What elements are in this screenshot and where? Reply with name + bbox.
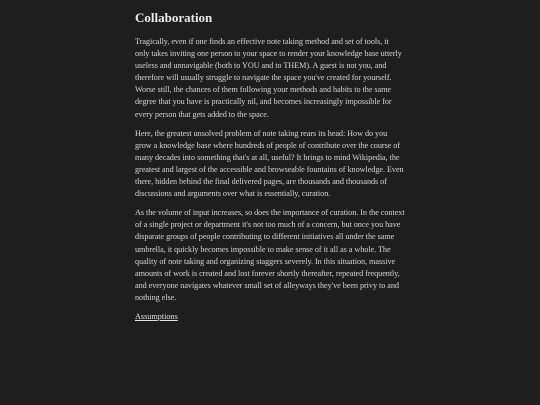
article	[135, 0, 405, 324]
assumptions-link[interactable]: Assumptions	[135, 311, 178, 321]
paragraph-2: Here, the greatest unsolved problem of note taking rears its head: How do you grow a knowledge base where hundreds of people of contribute over the course of many decades into something that's at all, useful? It brings to mind Wikipedia, the greatest and largest of the accessible and browseable fountains of knowledge. Even there, hidden behind the final delivered pages, are thousands and thousands of discussions and arguments over what is essentially, curation.	[135, 128, 404, 199]
page-title: Collaboration	[135, 10, 213, 25]
paragraph-1: Tragically, even if one finds an effective note taking method and set of tools, it only takes inviting one person to your space to render your knowledge base utterly useless and unnavigable (both to YOU and to THEM). A guest is not you, and therefore will usually struggle to navigate the space you've created for yourself. Worse still, the chances of them following your methods and habits to the same degree that you have is practically nil, and becomes increasingly impossible for every person that gets added to the space.	[135, 37, 402, 119]
paragraph-3: As the volume of input increases, so does the importance of curation. In the context of a single project or department it's not too much of a concern, but once you have disparate groups of people contributing to different initiatives all under the same umbrella, it quickly becomes impossible to make sense of it all as a whole. The quality of note taking and organizing staggers severely. In this situation, massive amounts of work is created and lost forever shortly thereafter, repeated frequently, and everyone navigates whatever small set of alleyways they've been privy to and nothing else.	[135, 208, 405, 302]
